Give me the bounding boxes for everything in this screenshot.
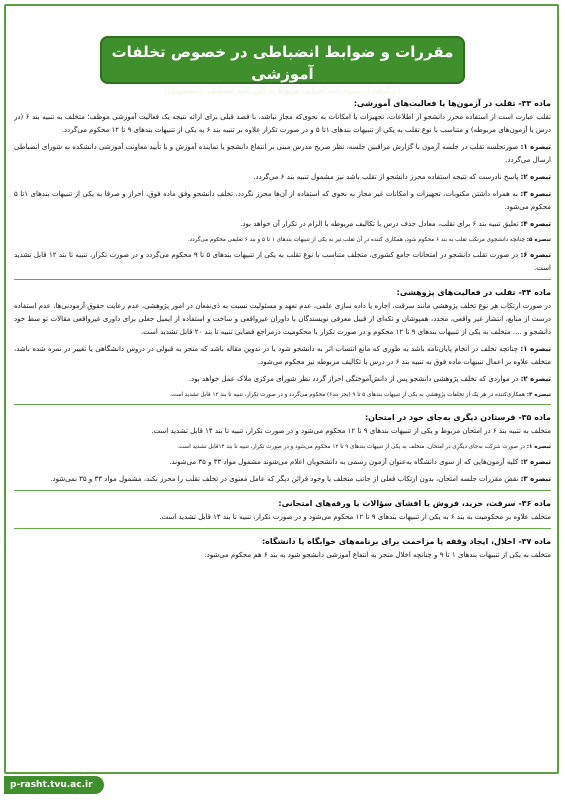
section-divider xyxy=(14,404,551,405)
note-text: کلیه آزمون‌هایی که از سوی دانشگاه به‌عنوان آزمون رسمی به دانشجویان اعلام می‌شوند مشمول مواد ۳۳ و ۳۵ می‌شوند. xyxy=(169,458,519,466)
note-label: تبصره ۲: xyxy=(520,458,551,466)
note-label: تبصره ۲: xyxy=(520,375,551,383)
note-paragraph xyxy=(14,442,551,452)
article-text: متخلف به تنبیه بند ۶ در امتحان مربوط و یکی از تنبیهات بندهای ۹ تا ۱۲ محکوم می‌شود و در صورت تکرار، تنبیه تا بند ۱۴ قابل تشدید است. xyxy=(151,427,551,435)
note-text: تعلیق تنبیه بند ۶ برای تقلب، معادل حذف درس با تکالیف مربوطه با الزام در تکرار آن خواهد بود. xyxy=(240,220,519,228)
section-divider xyxy=(14,528,551,529)
article-text: متخلف علاوه بر محکومیت به بند ۶ به یکی از تنبیهات بندهای ۹ تا ۱۲ محکوم می‌شود و در صورت تکرار، تنبیه تا بند ۱۴ قابل تشدید است. xyxy=(159,513,551,521)
page-title: مقررات و ضوابط انضباطی در خصوص تخلفات آموزشی xyxy=(111,43,454,83)
header-banner xyxy=(100,36,465,95)
note-text: در مواردی که تخلف پژوهشی دانشجو پس از دانش‌آموختگی احراز گردد نظر شورای مرکزی ملاک عمل خواهد بود. xyxy=(188,375,519,383)
note-label: تبصره ۵: xyxy=(526,237,551,243)
footer-url[interactable]: p-rasht.tvu.ac.ir xyxy=(10,780,93,790)
article-heading: ماده ۳۶- سرقت، خرید، فروش یا افشای سؤالات یا ورقه‌های امتحانی: xyxy=(278,499,551,508)
article-text: تقلب عبارت است از استفاده محرز دانشجو از اطلاعات، تجهیزات یا امکانات به نحوی‌که مجاز نباشد، با قصد قبلی برای ارائه نتیجه یک فعالیت آموزشی موظف؛ متخلف به تنبیه بند ۶ (در درس یا آزمون‌های مربوطه) و متناسب با نوع تقلب به یکی از تنبیهات بندهای ۱تا ۵ و در صورت تکرار علاوه بر تنبیه بند ۶ به یکی از تنبیهات بندهای ۹ تا ۱۲ محکوم می‌گردد. xyxy=(14,113,551,134)
note-paragraph xyxy=(14,373,551,386)
page-subtitle: (برگرفته از شیوه نامه اجرایی مربوط به آئین نامه انضباطی دانشجویان) xyxy=(164,86,401,95)
note-text: صورتجلسه تقلب در جلسه آزمون با گزارش مراقبین جلسه، نظر صریح مدرس مبنی بر انتفاع دانشجو یا نماینده آموزش و با تأیید معاونت آموزشی دانشکده به شورای انضباطی ارسال می‌گردد. xyxy=(14,143,551,164)
document-body xyxy=(14,94,551,772)
note-paragraph xyxy=(14,171,551,184)
article-heading: ماده ۳۷- اخلال، ایجاد وقفه یا مزاحمت برای برنامه‌های خوابگاه یا دانشگاه: xyxy=(261,537,551,546)
note-paragraph xyxy=(14,473,551,486)
article-text: متخلف به یکی از تنبیهات بندهای ۱ تا ۹ و چنانچه اخلال منجر به انتفاع آموزشی دانشجو شود به بند ۶ هم محکوم می‌شود. xyxy=(204,551,551,559)
note-label: تبصره ۶: xyxy=(520,251,551,259)
note-label: تبصره ۲: xyxy=(520,173,551,181)
note-label: تبصره ۳: xyxy=(520,190,551,198)
section-divider xyxy=(14,279,551,280)
note-text: پاسخ نادرست که نتیجه استفاده محرز دانشجو از تقلب باشد نیز مشمول تنبیه بند ۶ می‌گردد. xyxy=(253,173,519,181)
note-label: تبصره ۱: xyxy=(520,345,551,353)
note-label: تبصره ۴: xyxy=(520,220,551,228)
article-heading: ماده ۳۴- تقلب در فعالیت‌های پژوهشی: xyxy=(396,288,551,297)
note-paragraph xyxy=(14,456,551,469)
note-paragraph xyxy=(14,141,551,167)
note-text: همکاری‌کننده در هر یک از تخلفات پژوهشی به یکی از تنبیهات بندهای ۵ تا ۹ (بجز بند۶) محکوم می‌گردد و در صورت تکرار، تنبیه تا بند ۱۲ قابل تشدید است. xyxy=(169,392,525,398)
note-paragraph xyxy=(14,235,551,245)
note-text: در صورت تقلب دانشجو در امتحانات جامع کشوری، متخلف متناسب با نوع تقلب به یکی از تنبیهات بندهای ۵ تا ۹ محکوم می‌گردد و در صورت تکرار، تنبیه تا بند ۱۲ قابل تشدید است. xyxy=(14,251,551,272)
note-label: تبصره ۳: xyxy=(526,392,551,398)
note-paragraph xyxy=(14,343,551,369)
note-label: تبصره ۳: xyxy=(520,475,551,483)
article-heading: ماده ۳۳- تقلب در آزمون‌ها یا فعالیت‌های آموزشی: xyxy=(353,99,551,108)
note-paragraph xyxy=(14,218,551,231)
article-heading: ماده ۳۵- فرستادن دیگری به‌جای خود در امتحان: xyxy=(364,413,551,422)
footer-url-badge[interactable] xyxy=(4,776,104,794)
note-paragraph xyxy=(14,390,551,400)
note-text: به همراه داشتن مکتوبات، تجهیزات و امکانات غیر مجاز به نحوی که استفاده از آن‌ها محرز نگردد، تخلف دانشجو وفق ماده فوق، احراز و صرفا به یکی از تنبیهات بندهای ۱تا ۵ محکوم می‌شود. xyxy=(14,190,551,211)
note-label: تبصره ۱: xyxy=(520,143,551,151)
section-divider xyxy=(14,490,551,491)
note-paragraph xyxy=(14,188,551,214)
note-paragraph xyxy=(14,249,551,275)
note-text: نقض مقررات جلسه امتحان، بدون ارتکاب فعلی از جانب متخلف یا وجود قرائن دیگر که عامل معنوی در تخلف تقلب را محرز نکند، مشمول مواد ۳۳ و ۳۵ نمی‌شود. xyxy=(50,475,519,483)
note-text: چنانچه تخلف در انجام پایان‌نامه باشد به طوری که مانع انتساب اثر به دانشجو شود یا در تدوین مقاله باشد که منجر به قبولی در دروس دانشگاهی یا تغییر در نمره شده باشد، متخلف علاوه بر اعمال تنبیهات ماده فوق به تنبیه بند ۶ در درس یا تکالیف مربوطه نیز محکوم می‌شود. xyxy=(14,345,551,366)
note-label: تبصره ۱: xyxy=(526,444,551,450)
article-text: در صورت ارتکاب هر نوع تخلف پژوهشی مانند سرقت، اجاره یا داده سازی علمی، عدم تعهد و مسئولیت نسبت به ذی‌نفعان در امور پژوهشی، عدم رعایت حقوق آزمودنی‌ها، عدم استفاده درست از منابع، انتشار غیر واقعی، مجدد، همپوشان و تکه‌ای از قبیل معرفی نویسندگان با داوران غیرواقعی و ساخت و استفاده از ایمیل جعلی برای داوری غیرواقعی مقالات تو سط خود دانشجو و .... متخلف به یکی از تنبیهات بندهای ۹ تا ۱۲ محکوم و در صورت تکرار یا محکومیت درمراجع قضایی تنبیه تا بند ۲۰ قابل تشدید است. xyxy=(14,302,551,336)
note-text: چنانچه دانشجوی مرتکب تقلب به بند ۶ محکوم شود، همکاری کننده در آن تقلب نیز به یکی از تنبیهات بندهای ۱ تا ۵ و بند ۶ تعلیقی محکوم می‌گردد. xyxy=(187,237,525,243)
note-text: در صورت شرکت به‌جای دیگری در امتحان، متخلف به یکی از تنبیهات بندهای ۹ تا ۱۲ محکوم می‌شود و در صورت تکرار، تنبیه تا بند ۱۴قابل تشدید است. xyxy=(177,444,525,450)
